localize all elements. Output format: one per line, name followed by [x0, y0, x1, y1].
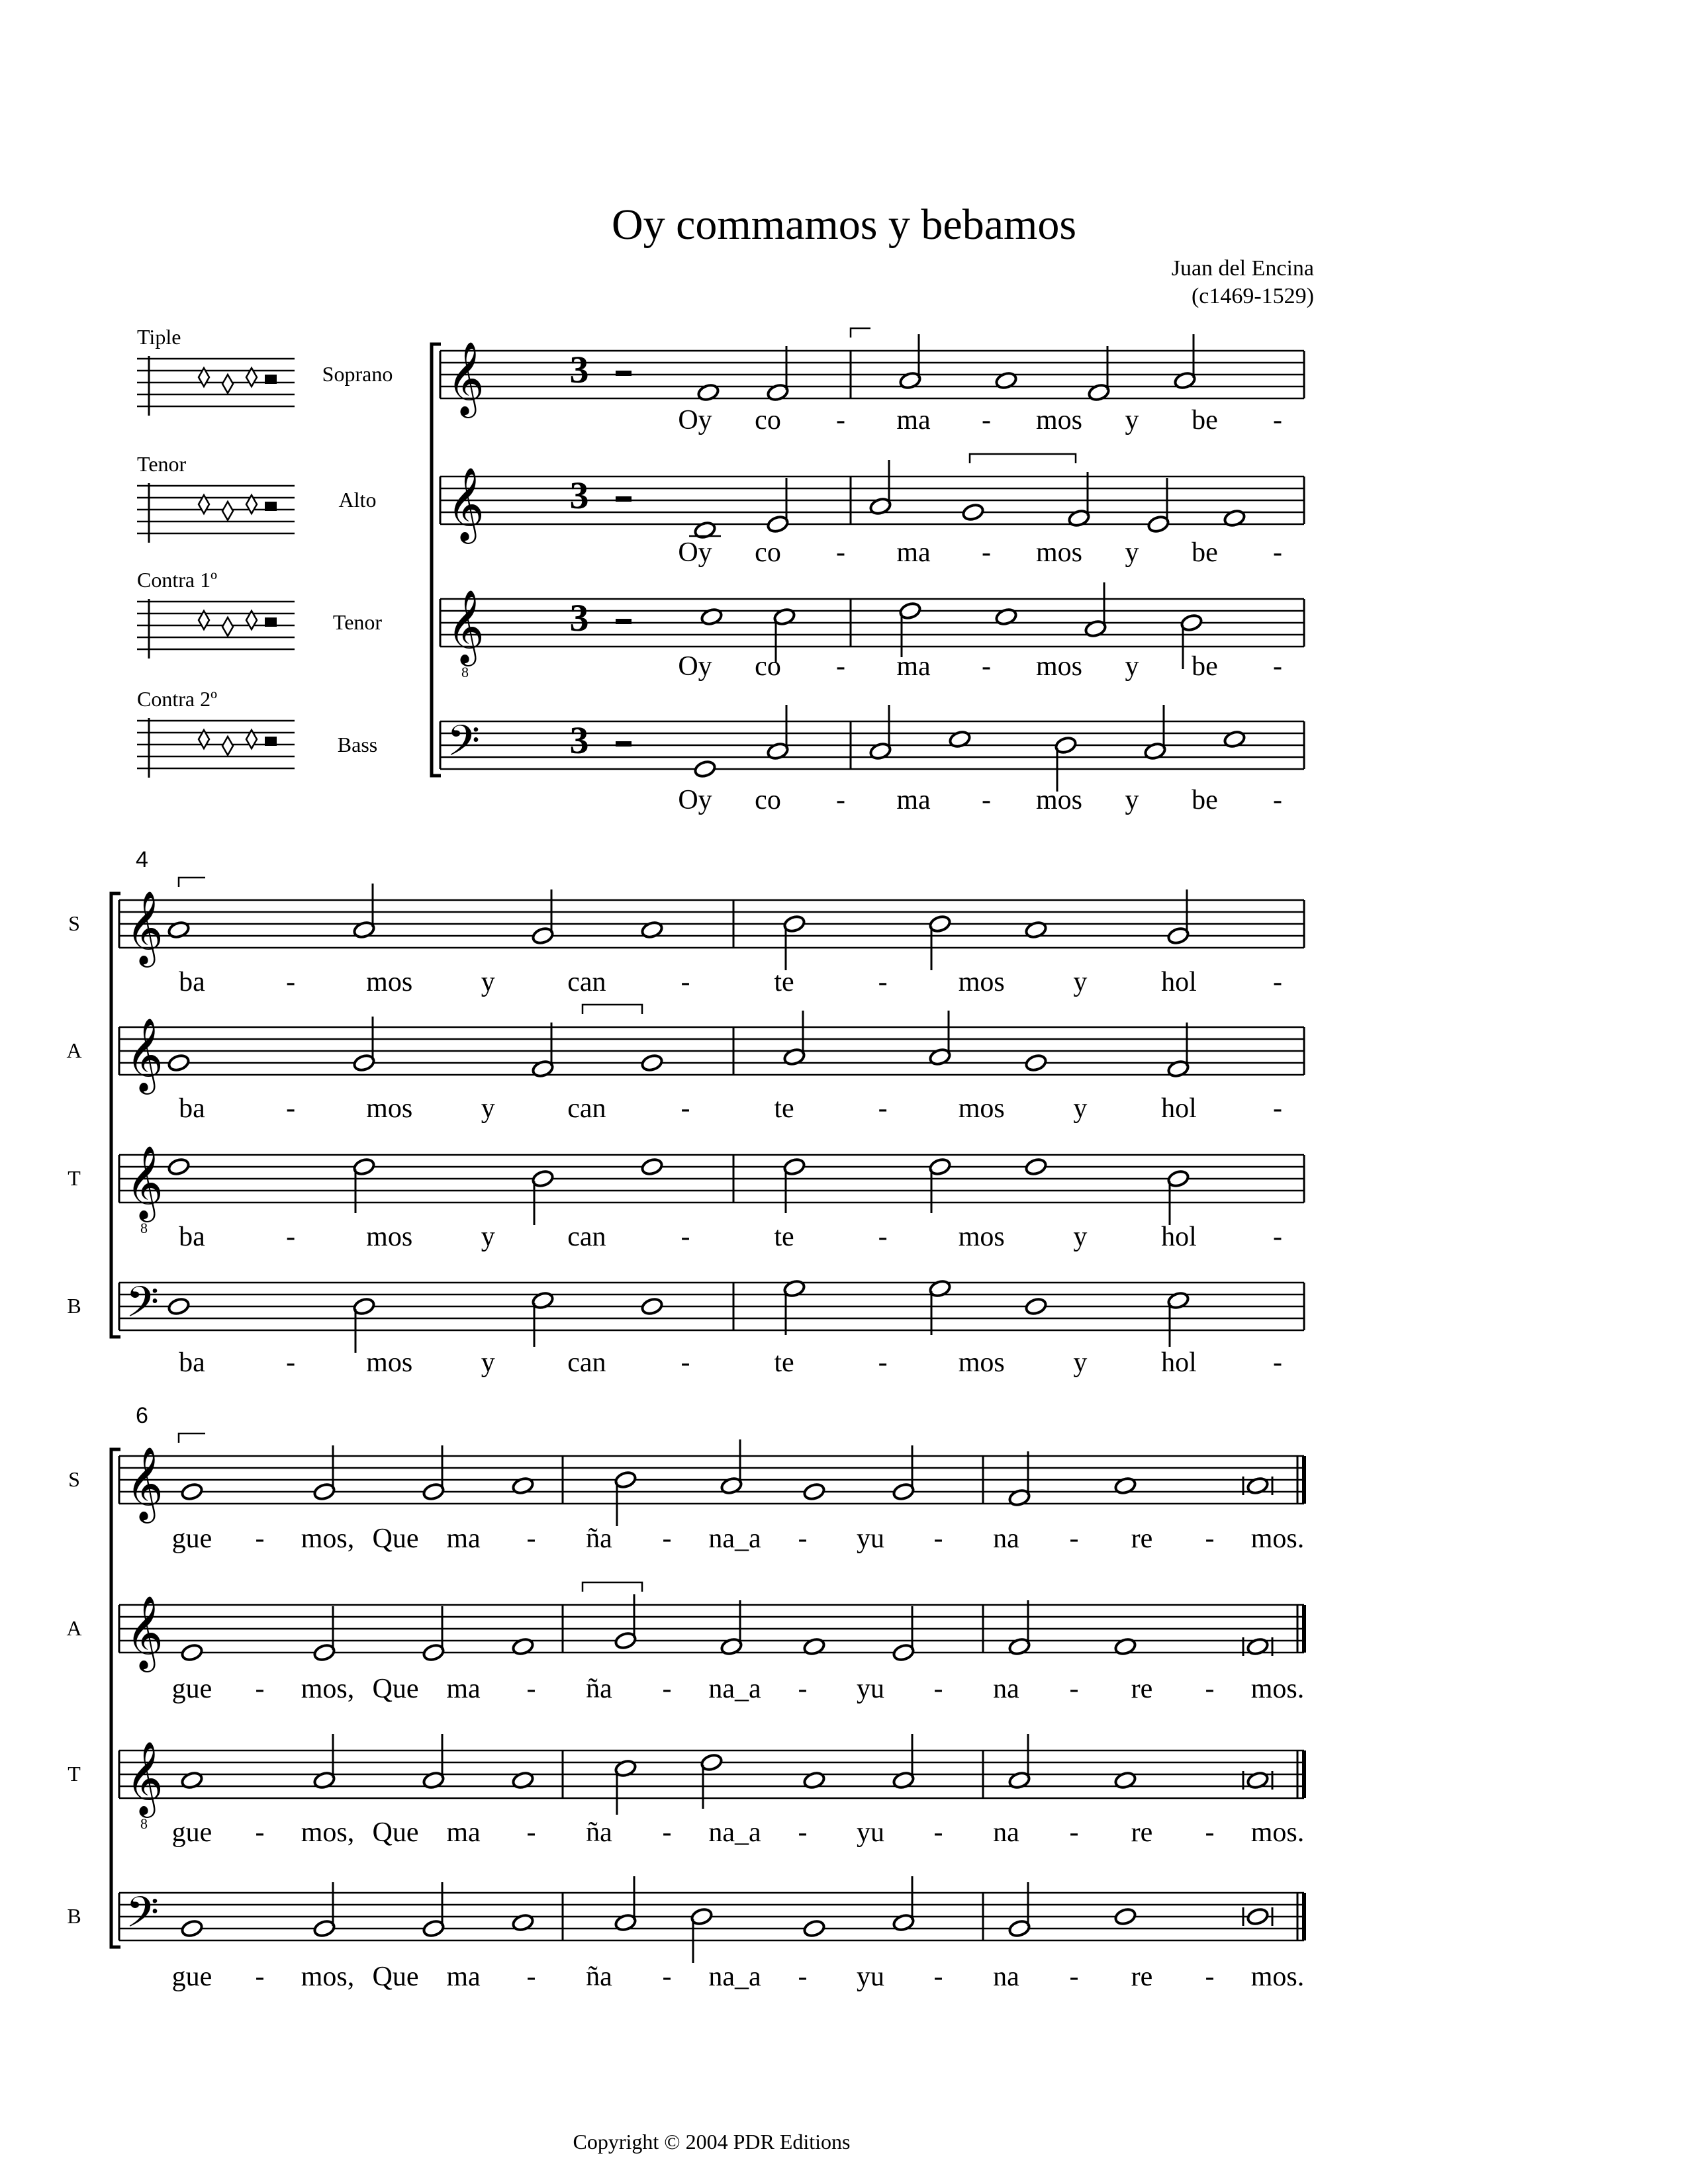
lyric-syllable: -	[798, 1524, 808, 1554]
bass-clef-icon: 𝄢	[126, 1278, 160, 1338]
voice-label: T	[68, 1762, 81, 1786]
lyric-syllable: mos	[958, 1347, 1005, 1378]
lyric-syllable: y	[1073, 1093, 1088, 1124]
time-signature: 3	[569, 719, 589, 762]
lyric-syllable: -	[798, 1962, 808, 1992]
treble-clef-icon: 𝄞	[126, 1145, 164, 1219]
lyric-syllable: -	[680, 1347, 690, 1378]
whole-note	[1024, 1053, 1047, 1072]
lyric-syllable: mos,	[301, 1674, 355, 1704]
voice-label: Tenor	[332, 610, 383, 634]
lyric-syllable: -	[1273, 785, 1282, 815]
voice-label: B	[67, 1904, 81, 1928]
lyric-syllable: can	[567, 1093, 606, 1124]
time-signature: 3	[569, 474, 589, 517]
octave-eight: 8	[140, 1815, 148, 1832]
lyric-syllable: na_a	[708, 1524, 761, 1554]
ligature-bracket	[583, 1005, 642, 1014]
lyric-syllable: -	[680, 1222, 690, 1252]
lyric-syllable: mos	[366, 967, 413, 997]
whole-note	[1024, 1297, 1047, 1316]
voice-label: Bass	[337, 733, 378, 756]
lyric-syllable: y	[481, 1093, 495, 1124]
whole-note	[180, 1919, 203, 1938]
ligature-bracket	[179, 1433, 205, 1443]
rest	[616, 619, 632, 624]
lyric-syllable: be	[1192, 651, 1218, 682]
lyric-syllable: y	[481, 1222, 495, 1252]
lyric-syllable: re	[1131, 1962, 1153, 1992]
lyric-syllable: -	[526, 1524, 536, 1554]
lyric-syllable: mos,	[301, 1524, 355, 1554]
page-title: Oy commamos y bebamos	[611, 201, 1077, 249]
lyric-syllable: ba	[179, 1093, 205, 1124]
lyric-syllable: -	[1069, 1674, 1079, 1704]
lyric-syllable: Que	[372, 1524, 419, 1554]
lyric-syllable: y	[1125, 785, 1139, 815]
treble-clef-icon: 𝄞	[126, 1741, 164, 1815]
lyric-syllable: -	[798, 1674, 808, 1704]
voice-label: A	[66, 1616, 82, 1640]
whole-note	[180, 1643, 203, 1662]
lyric-syllable: Que	[372, 1817, 419, 1848]
mensural-note	[222, 617, 233, 636]
lyric-syllable: can	[567, 1347, 606, 1378]
lyric-syllable: mos.	[1250, 1674, 1305, 1704]
staff-a	[119, 1027, 1304, 1075]
whole-note	[640, 1157, 663, 1176]
lyric-syllable: -	[1273, 1222, 1282, 1252]
lyric-syllable: ña	[586, 1524, 612, 1554]
lyric-syllable: mos	[1035, 537, 1083, 568]
lyric-syllable: na	[993, 1674, 1019, 1704]
measure-number: 6	[136, 1403, 148, 1428]
lyric-syllable: co	[755, 785, 781, 815]
whole-note	[640, 1297, 663, 1316]
lyric-syllable: y	[481, 1347, 495, 1378]
lyric-syllable: -	[836, 785, 845, 815]
lyric-syllable: -	[662, 1674, 672, 1704]
lyric-syllable: Oy	[678, 785, 712, 815]
staff-s	[119, 900, 1304, 948]
system-bracket	[111, 1449, 120, 1947]
copyright-notice: Copyright © 2004 PDR Editions	[573, 2130, 851, 2154]
whole-note	[693, 759, 716, 778]
lyric-syllable: hol	[1161, 1093, 1197, 1124]
incipit-label: Tenor	[137, 452, 187, 476]
lyric-syllable: be	[1192, 537, 1218, 568]
lyric-syllable: mos.	[1250, 1524, 1305, 1554]
lyric-syllable: na	[993, 1524, 1019, 1554]
mensural-note	[222, 502, 233, 520]
lyric-syllable: ba	[179, 1347, 205, 1378]
lyric-syllable: ma	[896, 651, 931, 682]
lyric-syllable: -	[982, 651, 991, 682]
treble-clef-icon: 𝄞	[126, 1446, 164, 1520]
lyric-syllable: Oy	[678, 651, 712, 682]
lyric-syllable: -	[1273, 537, 1282, 568]
lyric-syllable: co	[755, 651, 781, 682]
lyric-syllable: re	[1131, 1817, 1153, 1848]
lyric-syllable: y	[481, 967, 495, 997]
lyric-syllable: hol	[1161, 1222, 1197, 1252]
composer-dates: (c1469-1529)	[1191, 284, 1314, 308]
lyric-syllable: na	[993, 1962, 1019, 1992]
lyric-syllable: gue	[171, 1962, 212, 1992]
lyric-syllable: ña	[586, 1962, 612, 1992]
lyric-syllable: na_a	[708, 1817, 761, 1848]
whole-note	[167, 1053, 190, 1072]
whole-note	[167, 1157, 190, 1176]
rest	[616, 496, 632, 502]
lyric-syllable: -	[933, 1817, 943, 1848]
whole-note	[640, 1053, 663, 1072]
voice-label: A	[66, 1038, 82, 1062]
lyric-syllable: Que	[372, 1674, 419, 1704]
breve-note	[1246, 1907, 1269, 1926]
lyric-syllable: gue	[171, 1817, 212, 1848]
mensural-breve	[265, 375, 277, 384]
ligature-bracket	[851, 328, 870, 338]
lyric-syllable: mos	[958, 1093, 1005, 1124]
rest	[616, 371, 632, 376]
lyric-syllable: hol	[1161, 967, 1197, 997]
lyric-syllable: -	[982, 785, 991, 815]
lyric-syllable: -	[1273, 967, 1282, 997]
lyric-syllable: -	[1273, 1347, 1282, 1378]
lyric-syllable: Que	[372, 1962, 419, 1992]
treble-clef-icon: 𝄞	[447, 589, 485, 663]
voice-label: Alto	[338, 488, 377, 512]
lyric-syllable: na_a	[708, 1674, 761, 1704]
staff-t	[119, 1155, 1304, 1203]
lyric-syllable: -	[255, 1674, 265, 1704]
lyric-syllable: -	[798, 1817, 808, 1848]
lyric-syllable: ma	[446, 1674, 481, 1704]
lyric-syllable: y	[1073, 967, 1088, 997]
lyric-syllable: -	[982, 405, 991, 435]
lyric-syllable: -	[680, 967, 690, 997]
lyric-syllable: -	[526, 1674, 536, 1704]
lyric-syllable: -	[1205, 1817, 1215, 1848]
lyric-syllable: -	[662, 1817, 672, 1848]
lyric-syllable: re	[1131, 1674, 1153, 1704]
treble-clef-icon: 𝄞	[126, 1595, 164, 1669]
mensural-breve	[265, 617, 277, 627]
lyric-syllable: ma	[896, 537, 931, 568]
lyric-syllable: -	[982, 537, 991, 568]
mensural-note	[222, 737, 233, 755]
lyric-syllable: -	[286, 967, 296, 997]
lyric-syllable: can	[567, 967, 606, 997]
lyric-syllable: -	[836, 537, 845, 568]
lyric-syllable: -	[878, 1347, 888, 1378]
lyric-syllable: Oy	[678, 537, 712, 568]
staff-b	[119, 1283, 1304, 1330]
ligature-bracket	[583, 1582, 642, 1592]
lyric-syllable: yu	[857, 1524, 884, 1554]
lyric-syllable: ma	[896, 785, 931, 815]
lyric-syllable: -	[286, 1347, 296, 1378]
ligature-bracket	[970, 454, 1076, 463]
lyric-syllable: Oy	[678, 405, 712, 435]
voice-label: Soprano	[322, 362, 393, 386]
incipit-label: Tiple	[137, 325, 181, 349]
whole-note	[167, 1297, 190, 1316]
lyric-syllable: na	[993, 1817, 1019, 1848]
lyric-syllable: mos	[958, 967, 1005, 997]
octave-eight: 8	[140, 1220, 148, 1236]
lyric-syllable: be	[1192, 405, 1218, 435]
lyric-syllable: co	[755, 405, 781, 435]
time-signature: 3	[569, 596, 589, 639]
whole-note	[961, 502, 984, 522]
voice-label: S	[68, 1467, 80, 1491]
whole-note	[802, 1482, 825, 1501]
ligature-bracket	[179, 878, 205, 887]
lyric-syllable: -	[836, 405, 845, 435]
lyric-syllable: ma	[446, 1817, 481, 1848]
lyric-syllable: na_a	[708, 1962, 761, 1992]
lyric-syllable: mos	[366, 1222, 413, 1252]
lyric-syllable: -	[933, 1524, 943, 1554]
lyric-syllable: -	[1273, 405, 1282, 435]
lyric-syllable: re	[1131, 1524, 1153, 1554]
lyric-syllable: -	[526, 1817, 536, 1848]
lyric-syllable: yu	[857, 1962, 884, 1992]
lyric-syllable: ma	[446, 1524, 481, 1554]
voice-label: B	[67, 1294, 81, 1318]
lyric-syllable: ña	[586, 1674, 612, 1704]
lyric-syllable: ba	[179, 1222, 205, 1252]
lyric-syllable: ña	[586, 1817, 612, 1848]
lyric-syllable: mos	[366, 1347, 413, 1378]
system-bracket	[432, 344, 441, 776]
voice-label: T	[68, 1166, 81, 1190]
lyric-syllable: mos	[958, 1222, 1005, 1252]
whole-note	[1024, 1157, 1047, 1176]
lyric-syllable: -	[680, 1093, 690, 1124]
lyric-syllable: gue	[171, 1524, 212, 1554]
lyric-syllable: yu	[857, 1817, 884, 1848]
lyric-syllable: te	[774, 967, 794, 997]
lyric-syllable: co	[755, 537, 781, 568]
treble-clef-icon: 𝄞	[126, 890, 164, 964]
lyric-syllable: mos	[366, 1093, 413, 1124]
treble-clef-icon: 𝄞	[447, 467, 485, 541]
lyric-syllable: y	[1073, 1222, 1088, 1252]
lyric-syllable: mos	[1035, 785, 1083, 815]
lyric-syllable: -	[286, 1093, 296, 1124]
lyric-syllable: -	[526, 1962, 536, 1992]
lyric-syllable: -	[933, 1674, 943, 1704]
lyric-syllable: -	[1069, 1817, 1079, 1848]
time-signature: 3	[569, 348, 589, 391]
mensural-breve	[265, 737, 277, 746]
lyric-syllable: -	[662, 1962, 672, 1992]
whole-note	[1113, 1907, 1137, 1926]
incipit-label: Contra 1º	[137, 568, 218, 592]
lyric-syllable: -	[836, 651, 845, 682]
lyric-syllable: y	[1125, 651, 1139, 682]
voice-label: S	[68, 911, 80, 935]
lyric-syllable: y	[1073, 1347, 1088, 1378]
lyric-syllable: mos,	[301, 1817, 355, 1848]
lyric-syllable: y	[1125, 537, 1139, 568]
octave-eight: 8	[461, 664, 469, 680]
bass-clef-icon: 𝄢	[447, 717, 481, 776]
treble-clef-icon: 𝄞	[126, 1017, 164, 1091]
lyric-syllable: mos	[1035, 405, 1083, 435]
mensural-breve	[265, 502, 277, 511]
lyric-syllable: be	[1192, 785, 1218, 815]
lyric-syllable: mos,	[301, 1962, 355, 1992]
measure-number: 4	[136, 847, 148, 872]
lyric-syllable: yu	[857, 1674, 884, 1704]
whole-note	[802, 1919, 825, 1938]
lyric-syllable: -	[1273, 1093, 1282, 1124]
lyric-syllable: hol	[1161, 1347, 1197, 1378]
lyric-syllable: -	[662, 1524, 672, 1554]
system-bracket	[111, 893, 120, 1337]
lyric-syllable: -	[1069, 1962, 1079, 1992]
lyric-syllable: ma	[896, 405, 931, 435]
lyric-syllable: -	[933, 1962, 943, 1992]
lyric-syllable: te	[774, 1093, 794, 1124]
lyric-syllable: -	[1205, 1674, 1215, 1704]
incipit-label: Contra 2º	[137, 687, 218, 711]
lyric-syllable: -	[286, 1222, 296, 1252]
mensural-note	[222, 375, 233, 393]
lyric-syllable: -	[1069, 1524, 1079, 1554]
lyric-syllable: ba	[179, 967, 205, 997]
bass-clef-icon: 𝄢	[126, 1888, 160, 1948]
lyric-syllable: mos	[1035, 651, 1083, 682]
lyric-syllable: -	[255, 1817, 265, 1848]
composer-name: Juan del Encina	[1171, 256, 1314, 281]
whole-note	[180, 1482, 203, 1501]
lyric-syllable: y	[1125, 405, 1139, 435]
lyric-syllable: -	[255, 1962, 265, 1992]
lyric-syllable: te	[774, 1222, 794, 1252]
lyric-syllable: -	[1205, 1524, 1215, 1554]
treble-clef-icon: 𝄞	[447, 341, 485, 415]
lyric-syllable: -	[1205, 1962, 1215, 1992]
lyric-syllable: te	[774, 1347, 794, 1378]
lyric-syllable: mos.	[1250, 1962, 1305, 1992]
lyric-syllable: -	[878, 967, 888, 997]
lyric-syllable: -	[1273, 651, 1282, 682]
lyric-syllable: can	[567, 1222, 606, 1252]
lyric-syllable: -	[878, 1093, 888, 1124]
lyric-syllable: ma	[446, 1962, 481, 1992]
lyric-syllable: -	[255, 1524, 265, 1554]
lyric-syllable: gue	[171, 1674, 212, 1704]
lyric-syllable: mos.	[1250, 1817, 1305, 1848]
rest	[616, 741, 632, 747]
lyric-syllable: -	[878, 1222, 888, 1252]
